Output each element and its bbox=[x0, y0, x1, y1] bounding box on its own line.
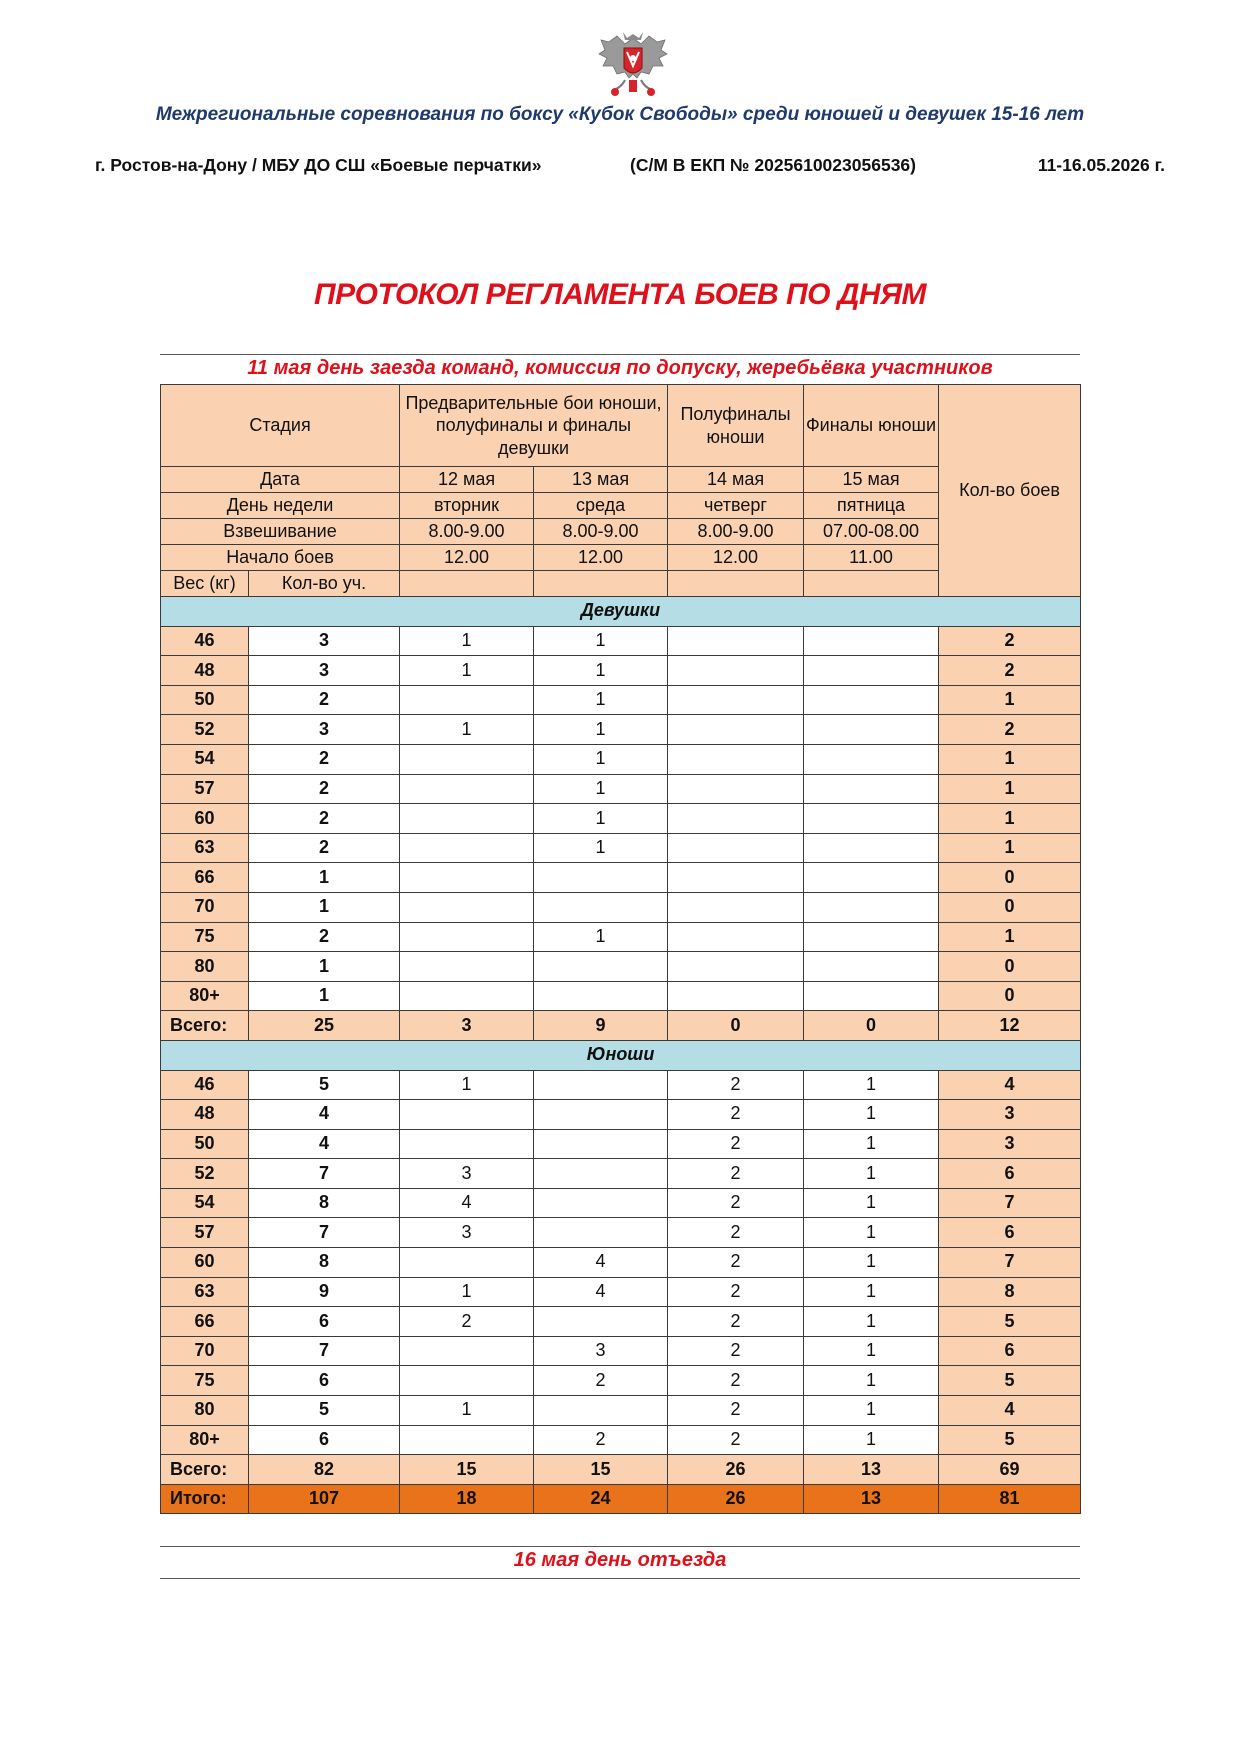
total-day: 9 bbox=[534, 1011, 668, 1041]
weight-class: 46 bbox=[161, 626, 249, 656]
date-cell: 13 мая bbox=[534, 467, 668, 493]
table-row bbox=[161, 1218, 1081, 1248]
participant-count: 7 bbox=[249, 1218, 400, 1248]
weight-class: 80 bbox=[161, 952, 249, 982]
weekday-cell: пятница bbox=[804, 493, 939, 519]
total-label: Всего: bbox=[161, 1011, 249, 1041]
bouts-day-cell: 1 bbox=[804, 1366, 939, 1396]
bouts-day-cell: 1 bbox=[400, 626, 534, 656]
bouts-total: 1 bbox=[939, 833, 1081, 863]
participant-count: 2 bbox=[249, 774, 400, 804]
date-cell: 12 мая bbox=[400, 467, 534, 493]
weight-class: 80+ bbox=[161, 981, 249, 1011]
bouts-total: 5 bbox=[939, 1307, 1081, 1337]
weight-class: 60 bbox=[161, 804, 249, 834]
weekday-cell: вторник bbox=[400, 493, 534, 519]
competition-title: Межрегиональные соревнования по боксу «Кубок Свободы» среди юношей и девушек 15-16 лет bbox=[155, 104, 1085, 125]
bouts-day-cell bbox=[668, 922, 804, 952]
table-row bbox=[161, 1277, 1081, 1307]
bouts-total: 4 bbox=[939, 1070, 1081, 1100]
bouts-day-cell bbox=[534, 1129, 668, 1159]
bouts-total: 2 bbox=[939, 656, 1081, 686]
bouts-day-cell: 1 bbox=[804, 1070, 939, 1100]
weighin-cell: 8.00-9.00 bbox=[668, 519, 804, 545]
bouts-day-cell bbox=[534, 1307, 668, 1337]
arrival-day-note: 11 мая день заезда команд, комиссия по допуску, жеребьёвка участников bbox=[247, 357, 993, 379]
bouts-day-cell: 1 bbox=[400, 1070, 534, 1100]
weight-class: 50 bbox=[161, 685, 249, 715]
bouts-day-cell: 1 bbox=[400, 656, 534, 686]
bouts-day-cell bbox=[400, 1425, 534, 1455]
bouts-day-cell: 2 bbox=[668, 1070, 804, 1100]
bouts-day-cell bbox=[400, 1366, 534, 1396]
bouts-day-cell bbox=[668, 952, 804, 982]
participant-count: 2 bbox=[249, 922, 400, 952]
table-row bbox=[161, 715, 1081, 745]
participant-count: 3 bbox=[249, 626, 400, 656]
bouts-day-cell: 1 bbox=[534, 833, 668, 863]
total-bouts: 69 bbox=[939, 1455, 1081, 1485]
bouts-day-cell bbox=[400, 1336, 534, 1366]
participant-count: 6 bbox=[249, 1307, 400, 1337]
bouts-day-cell: 2 bbox=[534, 1366, 668, 1396]
total-day: 0 bbox=[804, 1011, 939, 1041]
bouts-day-cell bbox=[668, 804, 804, 834]
divider bbox=[160, 354, 1080, 355]
grand-total-day: 26 bbox=[668, 1484, 804, 1514]
bouts-day-cell: 1 bbox=[534, 804, 668, 834]
empty-header-cell bbox=[668, 571, 804, 597]
departure-day-note: 16 мая день отъезда bbox=[513, 1549, 727, 1571]
participant-count: 5 bbox=[249, 1396, 400, 1426]
weight-class: 57 bbox=[161, 1218, 249, 1248]
weekday-label: День недели bbox=[161, 493, 400, 519]
bouts-day-cell bbox=[400, 685, 534, 715]
weight-class: 60 bbox=[161, 1248, 249, 1278]
bouts-day-cell: 1 bbox=[804, 1129, 939, 1159]
table-row bbox=[161, 656, 1081, 686]
bouts-total: 3 bbox=[939, 1129, 1081, 1159]
grand-total-row bbox=[161, 1484, 1081, 1514]
weight-class: 57 bbox=[161, 774, 249, 804]
table-row bbox=[161, 1336, 1081, 1366]
total-day: 0 bbox=[668, 1011, 804, 1041]
bouts-total: 7 bbox=[939, 1188, 1081, 1218]
table-row bbox=[161, 1396, 1081, 1426]
bouts-day-cell: 2 bbox=[668, 1100, 804, 1130]
bouts-total: 6 bbox=[939, 1159, 1081, 1189]
participant-count: 4 bbox=[249, 1100, 400, 1130]
bouts-day-cell: 4 bbox=[400, 1188, 534, 1218]
empty-header-cell bbox=[400, 571, 534, 597]
total-participants: 82 bbox=[249, 1455, 400, 1485]
bouts-total: 0 bbox=[939, 863, 1081, 893]
divider bbox=[160, 1546, 1080, 1547]
bouts-day-cell bbox=[534, 1218, 668, 1248]
bouts-day-cell: 3 bbox=[534, 1336, 668, 1366]
table-row bbox=[161, 1188, 1081, 1218]
bouts-day-cell: 2 bbox=[668, 1366, 804, 1396]
bouts-day-cell: 2 bbox=[668, 1129, 804, 1159]
participant-count: 4 bbox=[249, 1129, 400, 1159]
bouts-day-cell bbox=[668, 774, 804, 804]
weekday-cell: среда bbox=[534, 493, 668, 519]
bouts-day-cell: 1 bbox=[400, 1396, 534, 1426]
weight-class: 80 bbox=[161, 1396, 249, 1426]
bouts-day-cell: 2 bbox=[668, 1248, 804, 1278]
bouts-day-cell: 1 bbox=[804, 1248, 939, 1278]
weight-class: 80+ bbox=[161, 1425, 249, 1455]
bouts-day-cell bbox=[534, 863, 668, 893]
participant-count: 8 bbox=[249, 1248, 400, 1278]
bouts-total: 5 bbox=[939, 1425, 1081, 1455]
grand-total-bouts: 81 bbox=[939, 1484, 1081, 1514]
protocol-title: ПРОТОКОЛ РЕГЛАМЕНТА БОЕВ ПО ДНЯМ bbox=[314, 278, 926, 311]
table-row bbox=[161, 685, 1081, 715]
weight-class: 70 bbox=[161, 892, 249, 922]
bouts-day-cell bbox=[400, 744, 534, 774]
bouts-count-header: Кол-во боев bbox=[939, 385, 1081, 597]
participant-count: 6 bbox=[249, 1425, 400, 1455]
bouts-total: 0 bbox=[939, 952, 1081, 982]
table-row bbox=[161, 774, 1081, 804]
participant-count: 1 bbox=[249, 981, 400, 1011]
bouts-day-cell bbox=[804, 744, 939, 774]
start-label: Начало боев bbox=[161, 545, 400, 571]
bouts-day-cell bbox=[400, 1100, 534, 1130]
table-row bbox=[161, 892, 1081, 922]
weight-class: 48 bbox=[161, 656, 249, 686]
bouts-day-cell: 1 bbox=[400, 715, 534, 745]
grand-total-label: Итого: bbox=[161, 1484, 249, 1514]
grand-total-day: 13 bbox=[804, 1484, 939, 1514]
bouts-total: 1 bbox=[939, 774, 1081, 804]
girls-total-row bbox=[161, 1011, 1081, 1041]
table-row bbox=[161, 804, 1081, 834]
bouts-day-cell: 1 bbox=[534, 656, 668, 686]
bouts-day-cell bbox=[400, 1129, 534, 1159]
bouts-total: 6 bbox=[939, 1336, 1081, 1366]
start-cell: 12.00 bbox=[668, 545, 804, 571]
total-day: 15 bbox=[400, 1455, 534, 1485]
bouts-day-cell bbox=[400, 922, 534, 952]
table-row bbox=[161, 833, 1081, 863]
weight-class: 70 bbox=[161, 1336, 249, 1366]
participant-count: 3 bbox=[249, 656, 400, 686]
girls-section-header bbox=[161, 597, 1081, 627]
bouts-day-cell: 1 bbox=[804, 1277, 939, 1307]
bouts-day-cell: 2 bbox=[668, 1425, 804, 1455]
total-day: 26 bbox=[668, 1455, 804, 1485]
bouts-day-cell: 2 bbox=[400, 1307, 534, 1337]
section-title: Девушки bbox=[161, 597, 1081, 627]
section-title: Юноши bbox=[161, 1040, 1081, 1070]
participant-count: 2 bbox=[249, 685, 400, 715]
table-row bbox=[161, 1070, 1081, 1100]
bouts-day-cell bbox=[400, 833, 534, 863]
participant-count: 9 bbox=[249, 1277, 400, 1307]
bouts-day-cell: 1 bbox=[534, 685, 668, 715]
bouts-total: 3 bbox=[939, 1100, 1081, 1130]
bouts-day-cell: 1 bbox=[534, 922, 668, 952]
eagle-emblem-logo bbox=[595, 28, 671, 102]
weighin-label: Взвешивание bbox=[161, 519, 400, 545]
bouts-day-cell: 2 bbox=[668, 1396, 804, 1426]
weight-class: 66 bbox=[161, 1307, 249, 1337]
bouts-total: 7 bbox=[939, 1248, 1081, 1278]
table-row bbox=[161, 1425, 1081, 1455]
bouts-day-cell bbox=[804, 892, 939, 922]
weekday-cell: четверг bbox=[668, 493, 804, 519]
bouts-day-cell: 1 bbox=[804, 1425, 939, 1455]
bouts-day-cell: 1 bbox=[804, 1100, 939, 1130]
bouts-total: 6 bbox=[939, 1218, 1081, 1248]
grand-total-day: 24 bbox=[534, 1484, 668, 1514]
bouts-day-cell: 1 bbox=[804, 1218, 939, 1248]
bouts-day-cell bbox=[804, 863, 939, 893]
table-row bbox=[161, 863, 1081, 893]
bouts-day-cell: 1 bbox=[804, 1307, 939, 1337]
bouts-day-cell: 1 bbox=[534, 715, 668, 745]
participant-count: 1 bbox=[249, 863, 400, 893]
bouts-day-cell bbox=[400, 981, 534, 1011]
bouts-day-cell bbox=[400, 774, 534, 804]
start-cell: 12.00 bbox=[400, 545, 534, 571]
bouts-day-cell: 1 bbox=[534, 744, 668, 774]
bouts-total: 4 bbox=[939, 1396, 1081, 1426]
bouts-day-cell: 1 bbox=[534, 626, 668, 656]
participant-count: 7 bbox=[249, 1159, 400, 1189]
bouts-total: 1 bbox=[939, 685, 1081, 715]
weight-class: 63 bbox=[161, 833, 249, 863]
bouts-day-cell: 2 bbox=[668, 1277, 804, 1307]
bouts-day-cell bbox=[400, 892, 534, 922]
weight-class: 52 bbox=[161, 1159, 249, 1189]
participant-count: 8 bbox=[249, 1188, 400, 1218]
date-label: Дата bbox=[161, 467, 400, 493]
stage-semifinals: Полуфиналы юноши bbox=[668, 385, 804, 467]
bouts-day-cell bbox=[804, 922, 939, 952]
bouts-day-cell: 2 bbox=[668, 1336, 804, 1366]
date-cell: 15 мая bbox=[804, 467, 939, 493]
total-day: 15 bbox=[534, 1455, 668, 1485]
bouts-day-cell bbox=[804, 774, 939, 804]
table-row bbox=[161, 1248, 1081, 1278]
stage-label: Стадия bbox=[161, 385, 400, 467]
bouts-total: 5 bbox=[939, 1366, 1081, 1396]
bouts-day-cell bbox=[804, 715, 939, 745]
weighin-cell: 8.00-9.00 bbox=[534, 519, 668, 545]
bouts-day-cell: 2 bbox=[668, 1159, 804, 1189]
boys-section-header bbox=[161, 1040, 1081, 1070]
weight-label: Вес (кг) bbox=[161, 571, 249, 597]
table-row bbox=[161, 952, 1081, 982]
bouts-day-cell bbox=[400, 952, 534, 982]
bouts-total: 0 bbox=[939, 981, 1081, 1011]
participant-count: 2 bbox=[249, 804, 400, 834]
bouts-day-cell bbox=[804, 685, 939, 715]
table-row bbox=[161, 1100, 1081, 1130]
total-participants: 25 bbox=[249, 1011, 400, 1041]
bouts-day-cell: 2 bbox=[534, 1425, 668, 1455]
bouts-day-cell: 1 bbox=[804, 1396, 939, 1426]
start-cell: 12.00 bbox=[534, 545, 668, 571]
bouts-day-cell bbox=[668, 626, 804, 656]
bouts-day-cell bbox=[668, 863, 804, 893]
boys-total-row bbox=[161, 1455, 1081, 1485]
bouts-day-cell bbox=[534, 1159, 668, 1189]
bouts-day-cell bbox=[400, 863, 534, 893]
bouts-day-cell bbox=[668, 833, 804, 863]
bouts-total: 1 bbox=[939, 744, 1081, 774]
table-row bbox=[161, 744, 1081, 774]
grand-total-day: 18 bbox=[400, 1484, 534, 1514]
bouts-day-cell: 2 bbox=[668, 1307, 804, 1337]
divider bbox=[160, 1578, 1080, 1579]
empty-header-cell bbox=[804, 571, 939, 597]
weight-class: 75 bbox=[161, 1366, 249, 1396]
bouts-day-cell bbox=[668, 744, 804, 774]
weight-class: 66 bbox=[161, 863, 249, 893]
stage-finals: Финалы юноши bbox=[804, 385, 939, 467]
total-label: Всего: bbox=[161, 1455, 249, 1485]
bouts-day-cell bbox=[804, 833, 939, 863]
participant-count: 2 bbox=[249, 833, 400, 863]
bouts-total: 2 bbox=[939, 715, 1081, 745]
weight-class: 54 bbox=[161, 744, 249, 774]
bouts-total: 8 bbox=[939, 1277, 1081, 1307]
bouts-day-cell bbox=[534, 1070, 668, 1100]
weighin-cell: 07.00-08.00 bbox=[804, 519, 939, 545]
participant-count: 7 bbox=[249, 1336, 400, 1366]
table-row bbox=[161, 922, 1081, 952]
table-row bbox=[161, 1129, 1081, 1159]
schedule-table bbox=[160, 384, 1081, 1514]
competition-dates: 11-16.05.2026 г. bbox=[1037, 155, 1165, 175]
bouts-day-cell bbox=[534, 1396, 668, 1426]
table-row bbox=[161, 1366, 1081, 1396]
bouts-day-cell: 1 bbox=[804, 1336, 939, 1366]
table-row bbox=[161, 981, 1081, 1011]
bouts-day-cell bbox=[400, 1248, 534, 1278]
bouts-day-cell bbox=[668, 685, 804, 715]
bouts-day-cell bbox=[668, 656, 804, 686]
weight-class: 54 bbox=[161, 1188, 249, 1218]
bouts-day-cell bbox=[668, 981, 804, 1011]
venue-text: г. Ростов-на-Дону / МБУ ДО СШ «Боевые перчатки» bbox=[95, 155, 542, 175]
participant-count: 6 bbox=[249, 1366, 400, 1396]
bouts-day-cell bbox=[400, 804, 534, 834]
bouts-day-cell bbox=[534, 1188, 668, 1218]
stage-preliminary: Предварительные бои юноши, полуфиналы и финалы девушки bbox=[400, 385, 668, 467]
bouts-day-cell: 3 bbox=[400, 1159, 534, 1189]
bouts-day-cell: 4 bbox=[534, 1248, 668, 1278]
total-day: 13 bbox=[804, 1455, 939, 1485]
bouts-day-cell bbox=[804, 626, 939, 656]
bouts-day-cell bbox=[668, 892, 804, 922]
grand-total-participants: 107 bbox=[249, 1484, 400, 1514]
bouts-day-cell: 1 bbox=[804, 1188, 939, 1218]
table-row bbox=[161, 626, 1081, 656]
bouts-total: 2 bbox=[939, 626, 1081, 656]
weight-class: 52 bbox=[161, 715, 249, 745]
ekp-number: (С/М В ЕКП № 2025610023056536) bbox=[630, 155, 916, 175]
participant-count: 3 bbox=[249, 715, 400, 745]
total-day: 3 bbox=[400, 1011, 534, 1041]
table-row bbox=[161, 1159, 1081, 1189]
bouts-day-cell bbox=[804, 952, 939, 982]
start-cell: 11.00 bbox=[804, 545, 939, 571]
count-label: Кол-во уч. bbox=[249, 571, 400, 597]
bouts-day-cell bbox=[668, 715, 804, 745]
bouts-day-cell bbox=[804, 981, 939, 1011]
bouts-day-cell bbox=[534, 981, 668, 1011]
bouts-day-cell bbox=[804, 656, 939, 686]
bouts-day-cell: 1 bbox=[400, 1277, 534, 1307]
bouts-day-cell: 1 bbox=[804, 1159, 939, 1189]
table-row bbox=[161, 1307, 1081, 1337]
weight-class: 75 bbox=[161, 922, 249, 952]
bouts-day-cell: 2 bbox=[668, 1218, 804, 1248]
total-bouts: 12 bbox=[939, 1011, 1081, 1041]
bouts-day-cell: 4 bbox=[534, 1277, 668, 1307]
empty-header-cell bbox=[534, 571, 668, 597]
bouts-day-cell: 1 bbox=[534, 774, 668, 804]
weight-class: 46 bbox=[161, 1070, 249, 1100]
participant-count: 1 bbox=[249, 952, 400, 982]
bouts-total: 1 bbox=[939, 922, 1081, 952]
bouts-total: 0 bbox=[939, 892, 1081, 922]
weight-class: 50 bbox=[161, 1129, 249, 1159]
weight-class: 48 bbox=[161, 1100, 249, 1130]
bouts-day-cell bbox=[804, 804, 939, 834]
bouts-day-cell: 2 bbox=[668, 1188, 804, 1218]
bouts-total: 1 bbox=[939, 804, 1081, 834]
bouts-day-cell: 3 bbox=[400, 1218, 534, 1248]
weight-class: 63 bbox=[161, 1277, 249, 1307]
bouts-day-cell bbox=[534, 892, 668, 922]
date-cell: 14 мая bbox=[668, 467, 804, 493]
participant-count: 1 bbox=[249, 892, 400, 922]
participant-count: 5 bbox=[249, 1070, 400, 1100]
bouts-day-cell bbox=[534, 952, 668, 982]
bouts-day-cell bbox=[534, 1100, 668, 1130]
participant-count: 2 bbox=[249, 744, 400, 774]
weighin-cell: 8.00-9.00 bbox=[400, 519, 534, 545]
